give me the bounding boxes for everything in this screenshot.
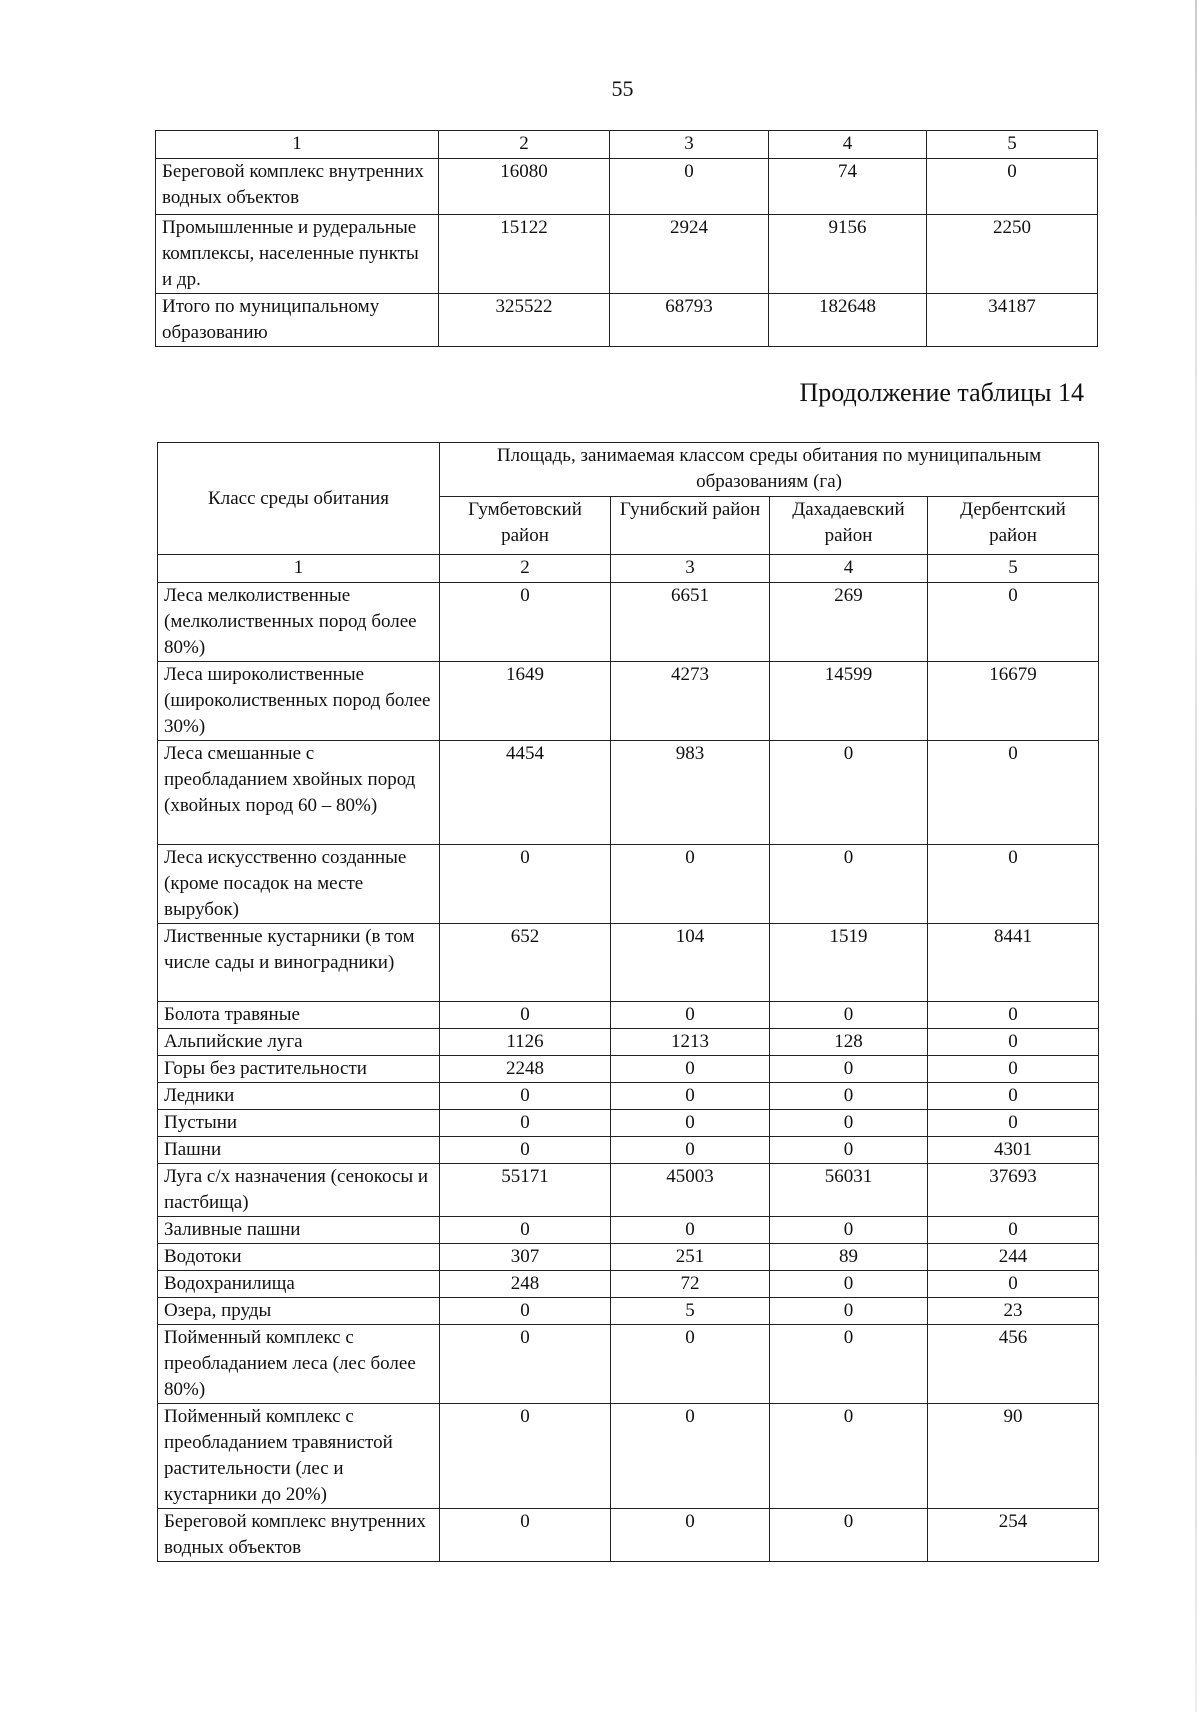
table-row <box>158 741 1099 845</box>
value-cell: 0 <box>927 159 1098 215</box>
table-row <box>158 583 1099 662</box>
row-label: Береговой комплекс внутренних водных объектов <box>158 1509 440 1562</box>
value-cell: 0 <box>770 1271 928 1298</box>
value-cell: 0 <box>928 1029 1099 1056</box>
value-cell: 4454 <box>440 741 611 845</box>
row-label: Пойменный комплекс с преобладанием травянистой растительности (лес и кустарники до 20%) <box>158 1404 440 1509</box>
row-label: Пашни <box>158 1137 440 1164</box>
value-cell: 56031 <box>770 1164 928 1217</box>
value-cell: 0 <box>770 845 928 924</box>
value-cell: 0 <box>770 1110 928 1137</box>
table-main <box>157 442 1099 1562</box>
value-cell: 2248 <box>440 1056 611 1083</box>
row-label: Пойменный комплекс с преобладанием леса (лес более 80%) <box>158 1325 440 1404</box>
value-cell: 0 <box>611 845 770 924</box>
value-cell: 0 <box>928 1271 1099 1298</box>
value-cell: 0 <box>440 583 611 662</box>
row-label: Водохранилища <box>158 1271 440 1298</box>
value-cell: 0 <box>611 1137 770 1164</box>
numbering-cell: 3 <box>611 555 770 583</box>
table-row <box>158 1029 1099 1056</box>
numbering-row <box>158 555 1099 583</box>
row-label: Лиственные кустарники (в том числе сады и виноградники) <box>158 924 440 1002</box>
table-top <box>155 130 1098 347</box>
value-cell: 456 <box>928 1325 1099 1404</box>
value-cell: 0 <box>770 1325 928 1404</box>
row-label: Леса смешанные с преобладанием хвойных пород (хвойных пород 60 – 80%) <box>158 741 440 845</box>
row-label: Горы без растительности <box>158 1056 440 1083</box>
table-top-header-row <box>156 131 1098 159</box>
value-cell: 89 <box>770 1244 928 1271</box>
value-cell: 0 <box>770 1002 928 1029</box>
value-cell: 0 <box>440 845 611 924</box>
table-row <box>158 924 1099 1002</box>
table-row <box>158 1056 1099 1083</box>
value-cell: 0 <box>440 1298 611 1325</box>
continuation-title: Продолжение таблицы 14 <box>799 378 1084 407</box>
value-cell: 37693 <box>928 1164 1099 1217</box>
table-row <box>158 1271 1099 1298</box>
header-cell: 1 <box>156 131 439 159</box>
value-cell: 4273 <box>611 662 770 741</box>
value-cell: 8441 <box>928 924 1099 1002</box>
value-cell: 15122 <box>439 215 610 294</box>
value-cell: 5 <box>611 1298 770 1325</box>
numbering-cell: 4 <box>770 555 928 583</box>
value-cell: 0 <box>928 1217 1099 1244</box>
header-cell: 2 <box>439 131 610 159</box>
table-row <box>158 845 1099 924</box>
value-cell: 14599 <box>770 662 928 741</box>
value-cell: 34187 <box>927 294 1098 347</box>
value-cell: 0 <box>770 741 928 845</box>
numbering-cell: 2 <box>440 555 611 583</box>
value-cell: 4301 <box>928 1137 1099 1164</box>
table-row <box>158 662 1099 741</box>
row-label: Луга с/х назначения (сенокосы и пастбища) <box>158 1164 440 1217</box>
value-cell: 1649 <box>440 662 611 741</box>
scan-edge <box>1195 0 1197 1712</box>
value-cell: 0 <box>440 1002 611 1029</box>
value-cell: 74 <box>769 159 927 215</box>
value-cell: 9156 <box>769 215 927 294</box>
group-header: Площадь, занимаемая классом среды обитания по муниципальным образованиям (га) <box>440 443 1099 497</box>
row-label: Альпийские луга <box>158 1029 440 1056</box>
value-cell: 0 <box>770 1056 928 1083</box>
value-cell: 16080 <box>439 159 610 215</box>
value-cell: 0 <box>440 1325 611 1404</box>
value-cell: 307 <box>440 1244 611 1271</box>
header-cell: 4 <box>769 131 927 159</box>
value-cell: 0 <box>440 1083 611 1110</box>
value-cell: 0 <box>440 1509 611 1562</box>
value-cell: 90 <box>928 1404 1099 1509</box>
value-cell: 0 <box>611 1509 770 1562</box>
value-cell: 104 <box>611 924 770 1002</box>
row-label: Леса мелколиственные (мелколиственных пород более 80%) <box>158 583 440 662</box>
table-row <box>158 1137 1099 1164</box>
value-cell: 23 <box>928 1298 1099 1325</box>
table-row <box>156 294 1098 347</box>
row-label: Пустыни <box>158 1110 440 1137</box>
district-header: Дахадаевский район <box>770 497 928 555</box>
value-cell: 0 <box>928 1056 1099 1083</box>
value-cell: 254 <box>928 1509 1099 1562</box>
table-row <box>158 1509 1099 1562</box>
table-row <box>158 1217 1099 1244</box>
value-cell: 182648 <box>769 294 927 347</box>
row-label: Ледники <box>158 1083 440 1110</box>
value-cell: 1519 <box>770 924 928 1002</box>
value-cell: 0 <box>611 1002 770 1029</box>
value-cell: 6651 <box>611 583 770 662</box>
numbering-cell: 1 <box>158 555 440 583</box>
table-row <box>156 159 1098 215</box>
table-row <box>158 1002 1099 1029</box>
row-label: Леса искусственно созданные (кроме посадок на месте вырубок) <box>158 845 440 924</box>
value-cell: 325522 <box>439 294 610 347</box>
value-cell: 244 <box>928 1244 1099 1271</box>
value-cell: 0 <box>770 1083 928 1110</box>
value-cell: 983 <box>611 741 770 845</box>
value-cell: 0 <box>770 1509 928 1562</box>
row-label: Береговой комплекс внутренних водных объектов <box>156 159 439 215</box>
value-cell: 1126 <box>440 1029 611 1056</box>
value-cell: 0 <box>440 1217 611 1244</box>
row-label: Итого по муниципальному образованию <box>156 294 439 347</box>
table-row <box>158 1325 1099 1404</box>
value-cell: 0 <box>440 1110 611 1137</box>
table-row <box>158 1244 1099 1271</box>
value-cell: 0 <box>770 1137 928 1164</box>
value-cell: 0 <box>770 1298 928 1325</box>
value-cell: 248 <box>440 1271 611 1298</box>
value-cell: 55171 <box>440 1164 611 1217</box>
class-header: Класс среды обитания <box>158 443 440 555</box>
page-number: 55 <box>611 76 634 101</box>
row-label: Водотоки <box>158 1244 440 1271</box>
value-cell: 251 <box>611 1244 770 1271</box>
value-cell: 0 <box>611 1110 770 1137</box>
group-header-row <box>158 443 1099 497</box>
row-label: Заливные пашни <box>158 1217 440 1244</box>
table-row <box>158 1083 1099 1110</box>
value-cell: 2924 <box>610 215 769 294</box>
value-cell: 0 <box>611 1325 770 1404</box>
value-cell: 0 <box>611 1217 770 1244</box>
row-label: Озера, пруды <box>158 1298 440 1325</box>
header-cell: 3 <box>610 131 769 159</box>
district-header: Гунибский район <box>611 497 770 555</box>
value-cell: 1213 <box>611 1029 770 1056</box>
table-row <box>158 1298 1099 1325</box>
value-cell: 0 <box>440 1137 611 1164</box>
value-cell: 72 <box>611 1271 770 1298</box>
value-cell: 0 <box>611 1083 770 1110</box>
value-cell: 0 <box>770 1217 928 1244</box>
value-cell: 0 <box>928 1002 1099 1029</box>
numbering-cell: 5 <box>928 555 1099 583</box>
table-row <box>158 1110 1099 1137</box>
value-cell: 0 <box>928 1110 1099 1137</box>
value-cell: 16679 <box>928 662 1099 741</box>
value-cell: 269 <box>770 583 928 662</box>
value-cell: 0 <box>770 1404 928 1509</box>
table-main-body <box>158 583 1099 1562</box>
value-cell: 652 <box>440 924 611 1002</box>
row-label: Промышленные и рудеральные комплексы, населенные пункты и др. <box>156 215 439 294</box>
table-row <box>158 1404 1099 1509</box>
table-row <box>158 1164 1099 1217</box>
row-label: Болота травяные <box>158 1002 440 1029</box>
value-cell: 45003 <box>611 1164 770 1217</box>
value-cell: 0 <box>611 1404 770 1509</box>
value-cell: 0 <box>928 1083 1099 1110</box>
value-cell: 2250 <box>927 215 1098 294</box>
header-cell: 5 <box>927 131 1098 159</box>
value-cell: 0 <box>928 845 1099 924</box>
value-cell: 0 <box>611 1056 770 1083</box>
district-header: Гумбетовский район <box>440 497 611 555</box>
value-cell: 0 <box>928 741 1099 845</box>
value-cell: 0 <box>928 583 1099 662</box>
district-header: Дербентский район <box>928 497 1099 555</box>
value-cell: 128 <box>770 1029 928 1056</box>
value-cell: 68793 <box>610 294 769 347</box>
value-cell: 0 <box>610 159 769 215</box>
value-cell: 0 <box>440 1404 611 1509</box>
row-label: Леса широколиственные (широколиственных пород более 30%) <box>158 662 440 741</box>
table-row <box>156 215 1098 294</box>
